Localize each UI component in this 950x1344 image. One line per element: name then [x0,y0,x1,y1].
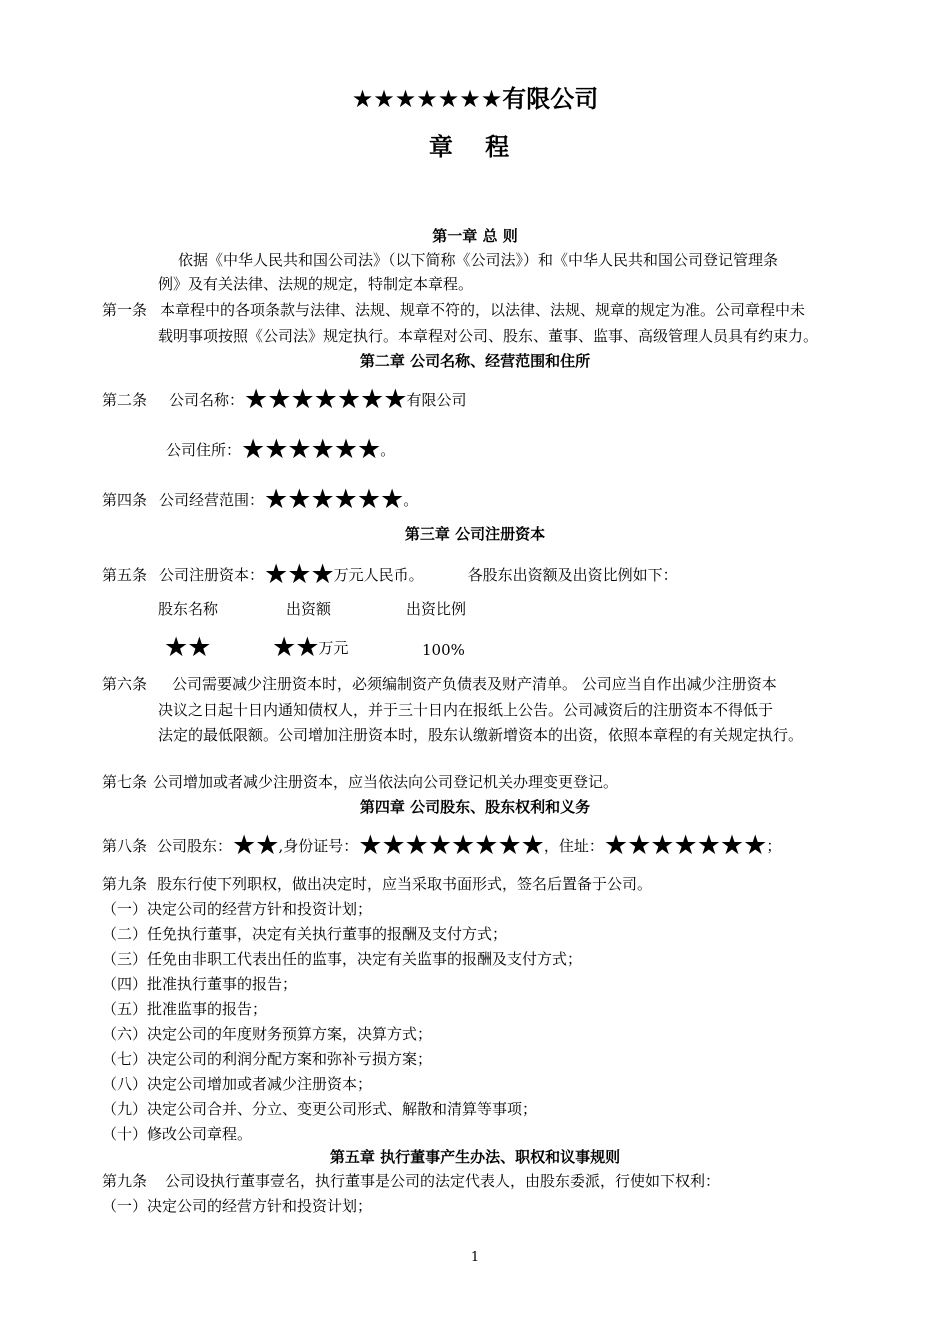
company-address [166,434,396,465]
article-4-text: 公司经营范围： [159,491,265,509]
chapter-2-title: 第二章 公司名称、经营范围和住所 [359,352,591,370]
article-4-label: 第四条 [102,491,148,509]
article-2 [102,384,467,415]
article-5-suffix: 万元人民币。 [333,566,424,584]
article-8 [102,830,782,861]
shareholder-name-stars: ★★ [164,632,211,663]
article-5 [102,559,678,590]
amount-unit: 万元 [318,639,349,657]
address-end: 。 [380,441,396,459]
list-item: （八）决定公司增加或者减少注册资本； [102,1075,373,1093]
list-item: （四）批准执行董事的报告； [102,975,298,993]
article-2-suffix: 有限公司 [406,391,467,409]
article-6-line-2: 决议之日起十日内通知债权人，并于三十日内在报纸上公告。公司减资后的注册资本不得低于 [158,701,774,719]
list-item: （二）任免执行董事，决定有关执行董事的报酬及支付方式； [102,925,508,943]
article-8-text-3: ，住址： [543,837,604,855]
article-6-line-1: 公司需要减少注册资本时，必须编制资产负债表及财产清单。 公司应当自作出减少注册资本 [172,675,777,693]
article-8-label: 第八条 [102,837,148,855]
article-2-label: 第二条 [102,391,148,409]
article-1-line-2: 载明事项按照《公司法》规定执行。本章程对公司、股东、董事、监事、高级管理人员具有约束力。 [158,327,819,345]
article-9-text: 股东行使下列职权，做出决定时，应当采取书面形式，签名后置备于公司。 [157,875,653,893]
company-name-stars-field: ★★★★★★★ [244,384,407,415]
article-8-end: ； [766,837,782,855]
residence-stars: ★★★★★★★ [603,830,767,861]
table-header-name: 股东名称 [158,600,219,618]
capital-stars: ★★★ [264,559,334,590]
intro-line-1: 依据《中华人民共和国公司法》（以下简称《公司法》）和《中华人民共和国公司登记管理条 [178,251,779,269]
article-1-label: 第一条 [102,301,148,319]
article-9b-text: 公司设执行董事壹名，执行董事是公司的法定代表人，由股东委派，行使如下权利： [165,1172,721,1190]
list-item: （一）决定公司的经营方针和投资计划； [102,900,373,918]
article-9-executive [102,1171,720,1191]
business-scope-stars: ★★★★★★ [264,484,404,515]
article-6-line-3: 法定的最低限额。公司增加注册资本时，股东认缴新增资本的出资，依照本章程的有关规定执行。 [158,726,804,744]
article-5-tail: 各股东出资额及出资比例如下： [467,566,678,584]
article-7-text: 公司增加或者减少注册资本，应当依法向公司登记机关办理变更登记。 [153,773,619,791]
list-item: （五）批准监事的报告； [102,1000,268,1018]
chapter-5-title: 第五章 执行董事产生办法、职权和议事规则 [329,1148,621,1166]
article-7 [102,772,618,792]
table-row-ratio: 100% [422,641,465,659]
list-item: （七）决定公司的利润分配方案和弥补亏损方案； [102,1050,433,1068]
chapter-4-title: 第四章 公司股东、股东权利和义务 [359,798,591,816]
article-1-line-1: 本章程中的各项条款与法律、法规、规章不符的，以法律、法规、规章的规定为准。公司章程中未 [160,301,806,319]
table-header-amount: 出资额 [286,600,332,618]
document-title [0,84,950,114]
list-item: （九）决定公司合并、分立、变更公司形式、解散和清算等事项； [102,1100,538,1118]
id-number-stars: ★★★★★★★★ [358,830,544,861]
article-5-text: 公司注册资本： [159,566,265,584]
chapter-3-title: 第三章 公司注册资本 [404,525,546,543]
article-9 [102,874,652,894]
table-row-name [164,632,211,663]
page-number: 1 [470,1250,480,1265]
list-item: （六）决定公司的年度财务预算方案，决算方式； [102,1025,433,1043]
address-stars: ★★★★★★ [241,434,381,465]
company-name-stars: ★★★★★★★ [351,85,503,113]
list-item: （三）任免由非职工代表出任的监事，决定有关监事的报酬及支付方式； [102,950,583,968]
article-5-label: 第五条 [102,566,148,584]
address-label: 公司住所： [166,441,242,459]
article-4 [102,484,419,515]
article-9-label: 第九条 [102,875,148,893]
article-2-text: 公司名称： [169,391,245,409]
chapter-1-title: 第一章 总 则 [432,227,518,245]
document-subtitle: 章 程 [428,133,522,161]
intro-line-2: 例》及有关法律、法规的规定，特制定本章程。 [158,275,474,293]
article-4-end: 。 [403,491,419,509]
list-item: （十）修改公司章程。 [102,1125,253,1143]
table-header-ratio: 出资比例 [406,600,467,618]
company-name-suffix: 有限公司 [502,85,599,113]
article-8-text-1: 公司股东： [157,837,233,855]
shareholder-stars: ★★ [232,830,279,861]
amount-stars: ★★ [272,632,319,663]
article-9b-label: 第九条 [102,1172,148,1190]
list-item: （一）决定公司的经营方针和投资计划； [102,1197,373,1215]
article-8-text-2: ,身份证号： [278,837,359,855]
article-7-label: 第七条 [102,773,148,791]
article-6-label: 第六条 [102,675,148,693]
table-row-amount [272,632,349,663]
